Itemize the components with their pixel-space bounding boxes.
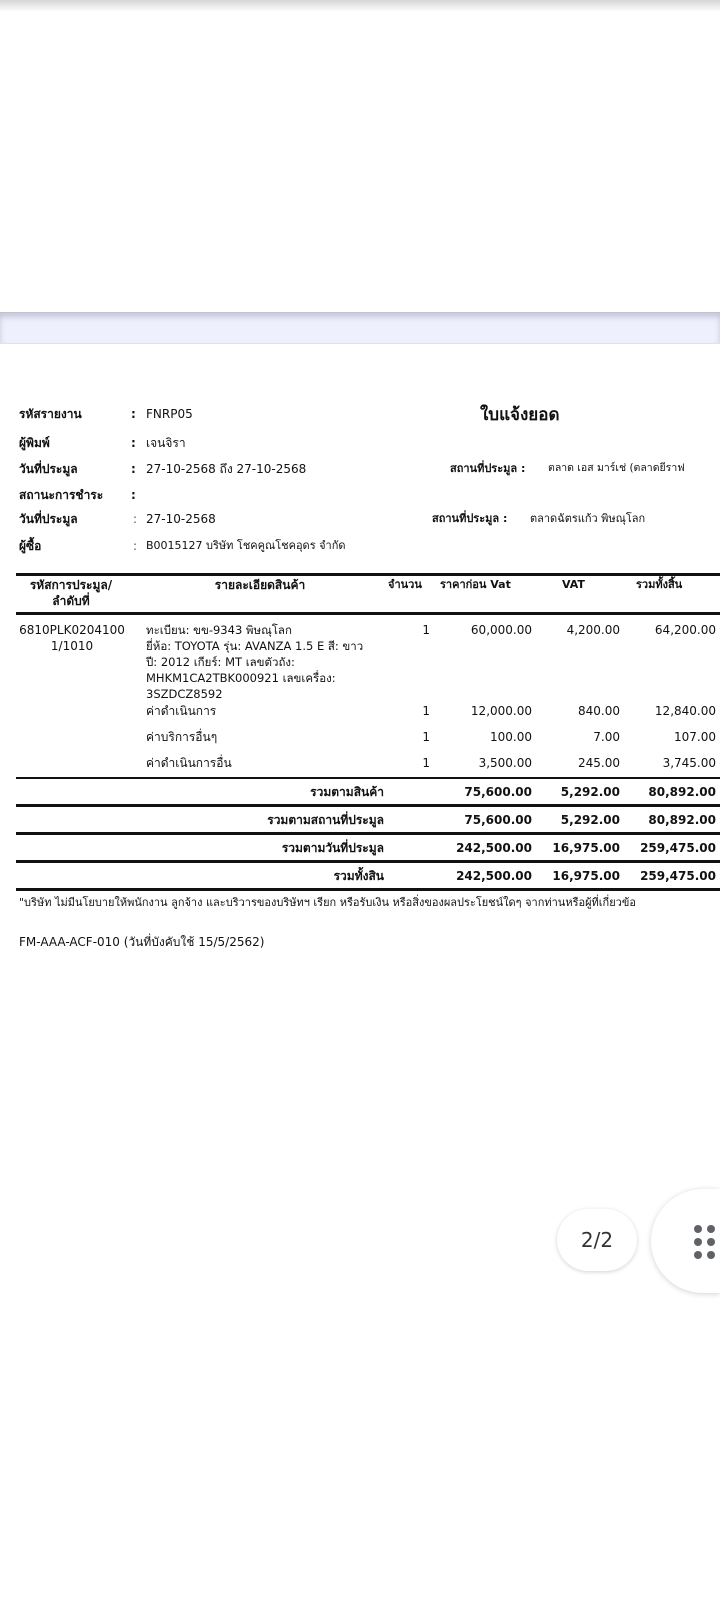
grid-dots-icon <box>694 1225 718 1259</box>
row-qty: 1 <box>422 704 430 718</box>
table-bottom-rule <box>16 888 720 891</box>
row-total: 3,745.00 <box>662 756 716 770</box>
auction-date-range-label: วันที่ประมูล <box>19 462 78 476</box>
subtotal-vat: 5,292.00 <box>560 785 620 799</box>
row-price-before-vat: 100.00 <box>490 730 532 744</box>
row-detail: ค่าดำเนินการอื่น <box>146 756 232 770</box>
page-indicator-text: 2/2 <box>580 1228 614 1252</box>
table-top-rule <box>16 573 720 576</box>
location-1-label: สถานที่ประมูล : <box>450 462 526 475</box>
auction-date-sep: : <box>133 512 138 526</box>
row-price-before-vat: 12,000.00 <box>470 704 532 718</box>
header-code-line1: รหัสการประมูล/ <box>29 578 113 592</box>
row-detail: ค่าบริการอื่นๆ <box>146 730 218 744</box>
subtotal-total: 80,892.00 <box>648 813 716 827</box>
page-separator <box>0 312 720 343</box>
buyer-sep: : <box>133 539 138 553</box>
buyer-label: ผู้ซื้อ <box>19 539 42 553</box>
subtotal-label: รวมตามสินค้า <box>310 785 384 799</box>
header-vat: VAT <box>562 578 585 591</box>
row-detail <box>146 622 363 702</box>
subtotal-total: 80,892.00 <box>648 785 716 799</box>
subtotal-rule <box>16 804 720 807</box>
row-vat: 245.00 <box>578 756 620 770</box>
header-code-line2: ลำดับที่ <box>52 594 90 608</box>
subtotal-label: รวมตามสถานที่ประมูล <box>267 813 384 827</box>
report-code-sep: : <box>131 407 136 421</box>
detail-line: 3SZDCZ8592 <box>146 687 223 701</box>
row-vat: 840.00 <box>578 704 620 718</box>
printer-value: เจนจิรา <box>146 436 186 450</box>
subtotal-vat: 5,292.00 <box>560 813 620 827</box>
detail-line: ทะเบียน: ขข-9343 พิษณุโลก <box>146 623 292 637</box>
header-code <box>16 577 126 609</box>
subtotal-vat: 16,975.00 <box>552 841 620 855</box>
row-qty: 1 <box>422 730 430 744</box>
grand-total-price-before-vat: 242,500.00 <box>456 869 532 883</box>
location-2-value: ตลาดฉัตรแก้ว พิษณุโลก <box>530 512 646 525</box>
row-qty: 1 <box>422 756 430 770</box>
grand-total-vat: 16,975.00 <box>552 869 620 883</box>
subtotal-total: 259,475.00 <box>640 841 716 855</box>
row-total: 12,840.00 <box>654 704 716 718</box>
location-1-value: ตลาด เอส มาร์เช่ (ตลาดยีราฟ <box>548 462 685 474</box>
auction-date-label: วันที่ประมูล <box>19 512 78 526</box>
grand-total-label: รวมทั้งสิน <box>333 869 384 883</box>
row-total: 64,200.00 <box>654 623 716 637</box>
payment-status-sep: : <box>131 488 136 502</box>
subtotal-price-before-vat: 242,500.00 <box>456 841 532 855</box>
header-total: รวมทั้งสิ้น <box>636 578 683 591</box>
subtotal-rule <box>16 860 720 863</box>
report-title: ใบแจ้งยอด <box>480 405 560 425</box>
header-qty: จำนวน <box>388 578 422 591</box>
header-bottom-rule <box>16 612 720 615</box>
subtotal-rule <box>16 777 720 779</box>
detail-line: ปี: 2012 เกียร์: MT เลขตัวถัง: <box>146 655 295 669</box>
grand-total-total: 259,475.00 <box>640 869 716 883</box>
report-code-label: รหัสรายงาน <box>19 407 82 421</box>
row-total: 107.00 <box>674 730 716 744</box>
row-detail: ค่าดำเนินการ <box>146 704 217 718</box>
row-code-line2: 1/1010 <box>50 639 94 653</box>
row-price-before-vat: 60,000.00 <box>470 623 532 637</box>
report-code-value: FNRP05 <box>146 407 193 421</box>
disclaimer-text: "บริษัท ไม่มีนโยบายให้พนักงาน ลูกจ้าง และบริวารของบริษัทฯ เรียก หรือรับเงิน หรือสิ่งของผลประโยชน์ใดๆ จากท่านหรือผู้ที่เกี่ยวข้อ <box>19 896 636 909</box>
row-vat: 4,200.00 <box>566 623 620 637</box>
auction-date-range-sep: : <box>131 462 136 476</box>
printer-label: ผู้พิมพ์ <box>19 436 50 450</box>
detail-line: ยี่ห้อ: TOYOTA รุ่น: AVANZA 1.5 E สี: ขาว <box>146 639 364 653</box>
report-page <box>0 380 720 980</box>
subtotal-price-before-vat: 75,600.00 <box>464 785 532 799</box>
printer-sep: : <box>131 436 136 450</box>
header-price-before-vat: ราคาก่อน Vat <box>440 578 511 591</box>
auction-date-value: 27-10-2568 <box>146 512 216 526</box>
header-detail: รายละเอียดสินค้า <box>214 578 306 592</box>
location-2-label: สถานที่ประมูล : <box>432 512 508 525</box>
auction-date-range-value: 27-10-2568 ถึง 27-10-2568 <box>146 462 307 476</box>
form-code: FM-AAA-ACF-010 (วันที่บังคับใช้ 15/5/2562) <box>19 935 265 949</box>
row-code-line1: 6810PLK0204100 <box>19 623 125 637</box>
page-indicator[interactable] <box>557 1209 637 1271</box>
row-qty: 1 <box>422 623 430 637</box>
subtotal-label: รวมตามวันที่ประมูล <box>281 841 384 855</box>
detail-line: MHKM1CA2TBK000921 เลขเครื่อง: <box>146 671 336 685</box>
payment-status-label: สถานะการชำระ <box>19 488 104 502</box>
row-price-before-vat: 3,500.00 <box>478 756 532 770</box>
row-vat: 7.00 <box>593 730 620 744</box>
row-code <box>16 622 128 654</box>
menu-button[interactable] <box>651 1189 720 1293</box>
buyer-value: B0015127 บริษัท โชคคูณโชคอุดร จำกัด <box>146 539 346 552</box>
viewer-top-shadow <box>0 0 720 12</box>
subtotal-rule <box>16 832 720 835</box>
subtotal-price-before-vat: 75,600.00 <box>464 813 532 827</box>
